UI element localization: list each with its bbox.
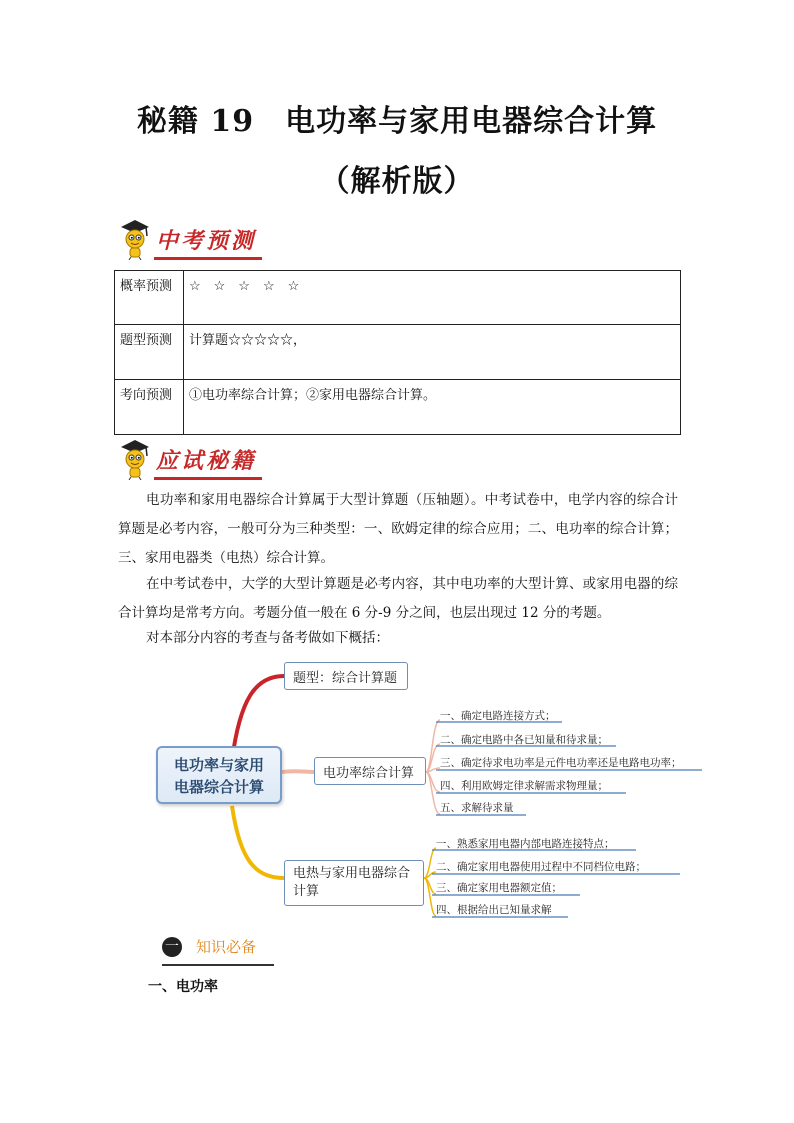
section-title-predict: 中考预测	[154, 224, 262, 260]
page-title: 秘籍 19 电功率与家用电器综合计算	[136, 104, 658, 139]
page-subtitle: （解析版）	[319, 164, 475, 199]
mindmap-leaf: 三、确定家用电器额定值；	[436, 882, 562, 894]
knowledge-header	[162, 934, 274, 966]
mindmap-center-line2: 电器综合计算	[173, 778, 264, 796]
mindmap-branch-power: 电功率综合计算	[314, 757, 426, 785]
knowledge-label: 知识必备	[196, 938, 257, 956]
mindmap-branch-appliance	[284, 860, 424, 906]
mindmap-leaf: 四、根据给出已知量求解	[436, 904, 552, 916]
table-cell-value: ☆ ☆ ☆ ☆ ☆	[184, 271, 681, 325]
subheading-power: 一、电功率	[148, 979, 218, 995]
mindmap-center-node	[156, 746, 282, 804]
mindmap-leaf: 一、确定电路连接方式；	[440, 710, 556, 722]
table-cell-key: 概率预测	[115, 271, 184, 325]
mindmap-leaf: 二、确定电路中各已知量和待求量；	[440, 734, 608, 746]
mindmap-leaf: 五、求解待求量	[440, 802, 514, 814]
table-cell-value: ①电功率综合计算；②家用电器综合计算。	[184, 380, 681, 435]
mindmap-center-line1: 电功率与家用	[173, 756, 264, 774]
mindmap-branch-type: 题型：综合计算题	[284, 662, 408, 690]
paragraph-intro: 电功率和家用电器综合计算属于大型计算题（压轴题）。中考试卷中，电学内容的综合计算题是必考内容，一般可分为三种类型：一、欧姆定律的综合应用；二、电功率的综合计算；三、家用电器类（电热）综合计算。	[118, 492, 678, 566]
mindmap-branch-appliance-line2: 计算	[293, 884, 320, 899]
mindmap-leaf: 二、确定家用电器使用过程中不同档位电路；	[436, 861, 646, 873]
table-cell-key: 题型预测	[115, 325, 184, 380]
paragraph-exam: 在中考试卷中，大学的大型计算题是必考内容，其中电功率的大型计算、或家用电器的综合计算均是常考方向。考题分值一般在 6 分-9 分之间，也层出现过 12 分的考题。	[118, 576, 678, 621]
knowledge-badge: 一	[162, 937, 182, 957]
mindmap-leaf: 四、利用欧姆定律求解需求物理量；	[440, 780, 608, 792]
table-cell-key: 考向预测	[115, 380, 184, 435]
table-cell-value: 计算题☆☆☆☆☆，	[184, 325, 681, 380]
paragraph-summary: 对本部分内容的考查与备考做如下概括：	[146, 630, 389, 646]
mindmap-leaf: 三、确定待求电功率是元件电功率还是电路电功率；	[440, 757, 682, 769]
mindmap-leaf: 一、熟悉家用电器内部电路连接特点；	[436, 838, 615, 850]
section-title-tips: 应试秘籍	[154, 444, 262, 480]
mindmap-branch-appliance-line1: 电热与家用电器综合	[293, 866, 411, 881]
